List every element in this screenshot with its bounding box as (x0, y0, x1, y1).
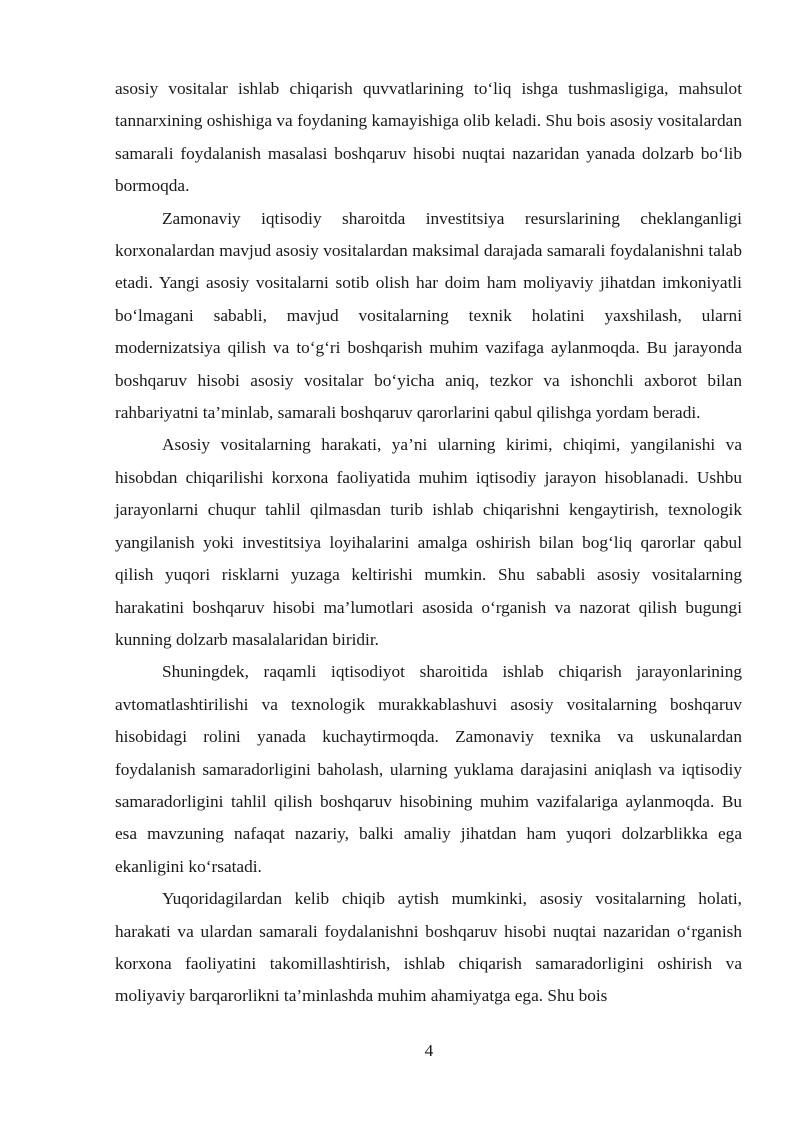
page-number: 4 (424, 1041, 434, 1060)
paragraph-continuation: asosiy vositalar ishlab chiqarish quvvatlarining to‘liq ishga tushmasligiga, mahsulot tannarxining oshishiga va foydaning kamayishiga olib keladi. Shu bois asosiy vositalardan samarali foydalanish masalasi boshqaruv hisobi nuqtai nazaridan yanada dolzarb bo‘lib bormoqda. (115, 79, 742, 196)
paragraph-conclusion: Yuqoridagilardan kelib chiqib aytish mumkinki, asosiy vositalarning holati, harakati va ulardan samarali foydalanishni boshqaruv hisobi nuqtai nazaridan o‘rganish korxona faoliyatini takomillashtirish, ishlab chiqarish samaradorligini oshirish va moliyaviy barqarorlikni ta’minlashda muhim ahamiyatga ega. Shu bois (115, 889, 742, 1006)
paragraph-digital-economy: Shuningdek, raqamli iqtisodiyot sharoitida ishlab chiqarish jarayonlarining avtomatlashtirilishi va texnologik murakkablashuvi asosiy vositalarning boshqaruv hisobidagi rolini yanada kuchaytirmoqda. Zamonaviy texnika va uskunalardan foydalanish samaradorligini baholash, ularning yuklama darajasini aniqlash va iqtisodiy samaradorligini tahlil qilish boshqaruv hisobining muhim vazifalariga aylanmoqda. Bu esa mavzuning nafaqat nazariy, balki amaliy jihatdan ham yuqori dolzarblikka ega ekanligini ko‘rsatadi. (115, 662, 742, 876)
page-body (115, 73, 742, 1013)
paragraph-asset-movement: Asosiy vositalarning harakati, ya’ni ularning kirimi, chiqimi, yangilanishi va hisobdan chiqarilishi korxona faoliyatida muhim iqtisodiy jarayon hisoblanadi. Ushbu jarayonlarni chuqur tahlil qilmasdan turib ishlab chiqarishni kengaytirish, texnologik yangilanish yoki investitsiya loyihalarini amalga oshirish bilan bog‘liq qarorlar qabul qilish yuqori risklarni yuzaga keltirishi mumkin. Shu sababli asosiy vositalarning harakatini boshqaruv hisobi ma’lumotlari asosida o‘rganish va nazorat qilish bugungi kunning dolzarb masalalaridan biridir. (115, 435, 742, 649)
paragraph-investment-resources: Zamonaviy iqtisodiy sharoitda investitsiya resurslarining cheklanganligi korxonalardan mavjud asosiy vositalardan maksimal darajada samarali foydalanishni talab etadi. Yangi asosiy vositalarni sotib olish har doim ham moliyaviy jihatdan imkoniyatli bo‘lmagani sababli, mavjud vositalarning texnik holatini yaxshilash, ularni modernizatsiya qilish va to‘g‘ri boshqarish muhim vazifaga aylanmoqda. Bu jarayonda boshqaruv hisobi asosiy vositalar bo‘yicha aniq, tezkor va ishonchli axborot bilan rahbariyatni ta’minlab, samarali boshqaruv qarorlarini qabul qilishga yordam beradi. (115, 208, 742, 423)
